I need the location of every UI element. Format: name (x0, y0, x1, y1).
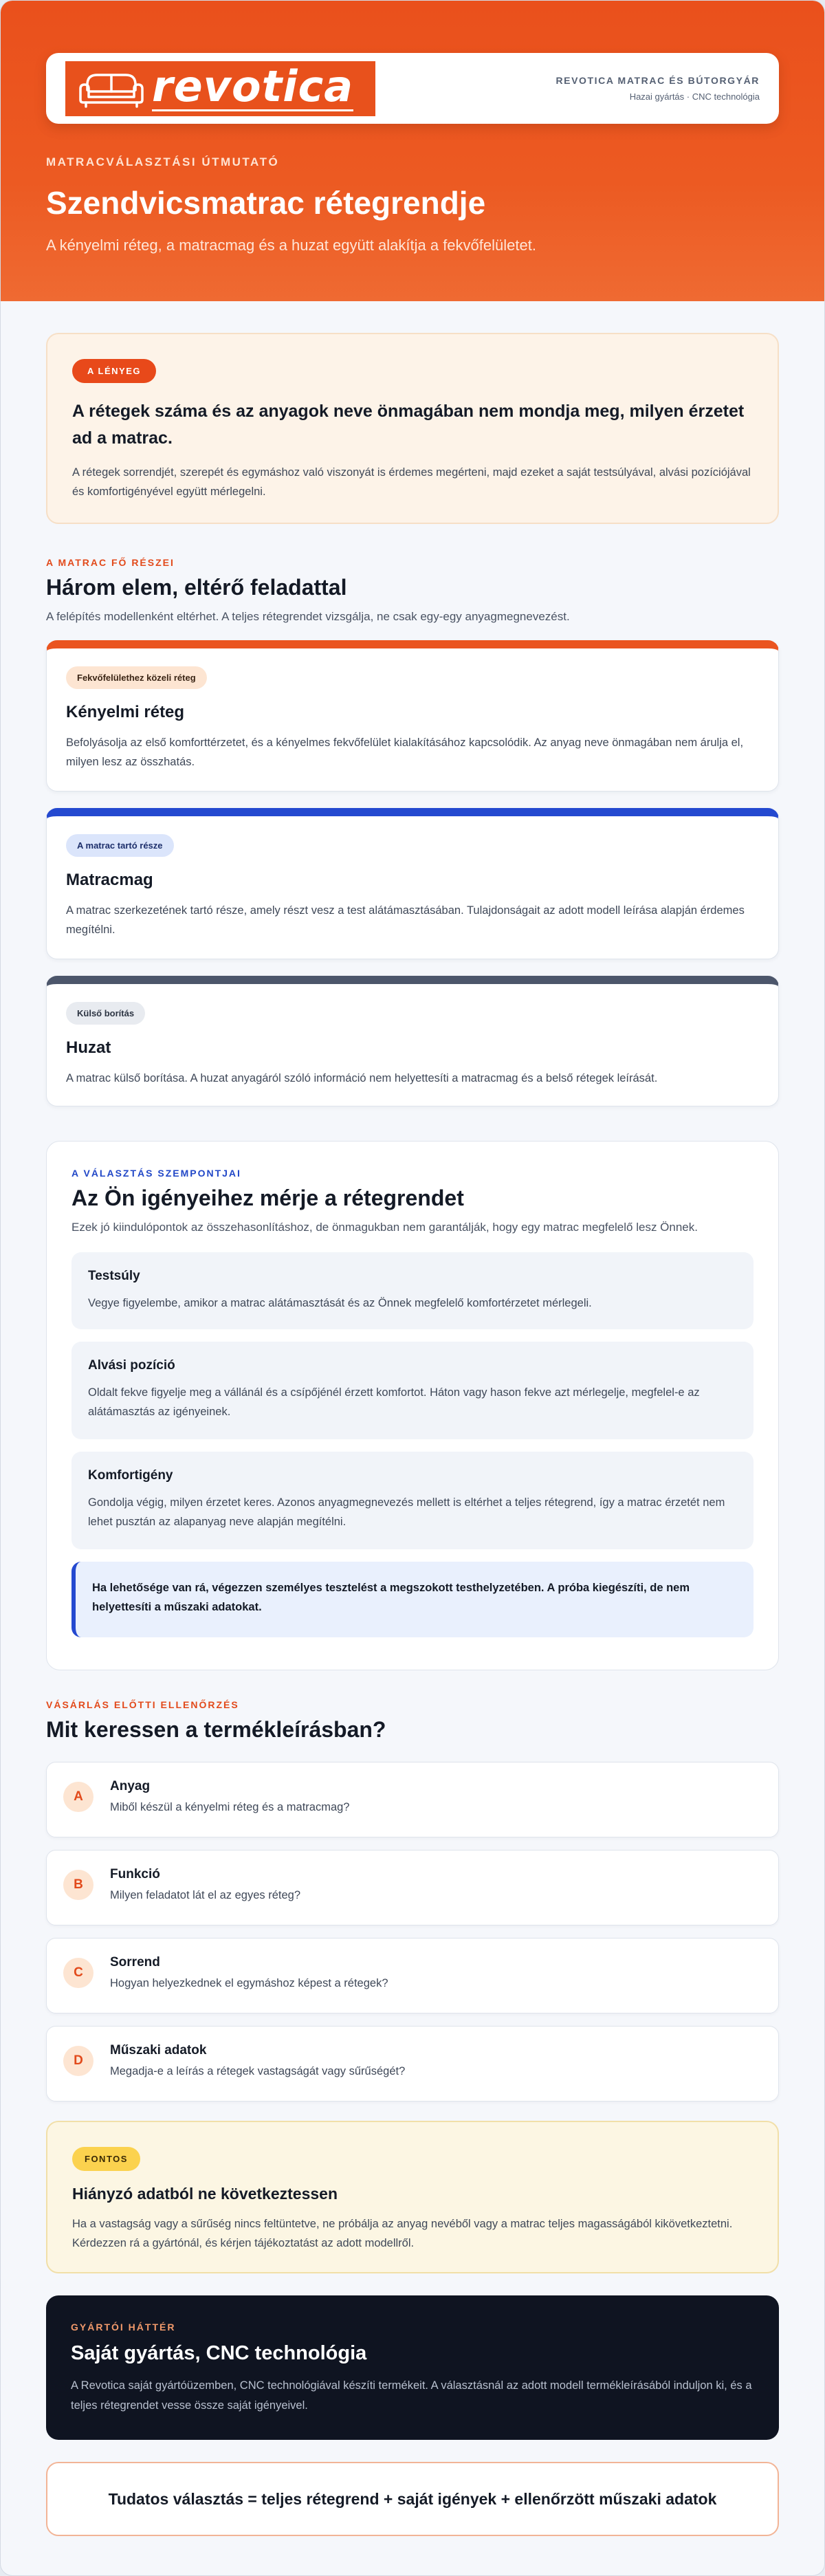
checklist-item-material (46, 1762, 779, 1837)
main-content (1, 301, 824, 2536)
checklist-letter-badge: A (63, 1782, 94, 1812)
part-badge: Fekvőfelülethez közeli réteg (66, 666, 207, 689)
checklist-kicker: VÁSÁRLÁS ELŐTTI ELLENŐRZÉS (46, 1699, 239, 1710)
part-text: A matrac külső borítása. A huzat anyagáról szóló információ nem helyettesíti a matracmag és a belső rétegek leírását. (66, 1072, 658, 1084)
criteria-subtitle: Ezek jó kiindulópontok az összehasonlításhoz, de önmagukban nem garantálják, hogy egy matrac megfelelő lesz Önnek. (72, 1221, 698, 1234)
part-badge: A matrac tartó része (66, 834, 174, 857)
checklist-item-title: Műszaki adatok (110, 2043, 207, 2057)
checklist-letter-badge: B (63, 1870, 94, 1900)
sofa-icon (78, 69, 145, 108)
criteria-item-title: Testsúly (88, 1269, 140, 1283)
checklist-item-title: Anyag (110, 1779, 151, 1793)
checklist-item-title: Sorrend (110, 1955, 160, 1969)
part-text: A matrac szerkezetének tartó része, amely részt vesz a test alátámasztásában. Tulajdonságait az adott modell leírása alapján érdemes megítélni. (66, 904, 745, 937)
criteria-section (46, 1141, 779, 1670)
criteria-list (72, 1252, 754, 1637)
checklist-item-order (46, 1938, 779, 2013)
important-text: Ha a vastagság vagy a sűrűség nincs feltüntetve, ne próbálja az anyag nevéből vagy a matrac teljes magasságából kikövetkeztetni. Kérdezzen rá a gyártónál, és kérjen tájékoztatást az adott modellről. (72, 2218, 733, 2250)
criteria-title: Az Ön igényeihez mérje a rétegrendet (72, 1186, 464, 1210)
brand-info (556, 75, 760, 102)
criteria-item-text: Oldalt fekve figyelje meg a vállánál és a csípőjénél érzett komfortot. Háton vagy hason fekve azt mérlegelje, megfelel-e az alátámasztás az igényeinek. (88, 1386, 700, 1419)
brand-company: REVOTICA MATRAC ÉS BÚTORGYÁR (556, 75, 760, 86)
important-box (46, 2121, 779, 2273)
criteria-note: Ha lehetősége van rá, végezzen személyes tesztelést a megszokott testhelyzetében. A próba kiegészíti, de nem helyettesíti a műszaki adatokat. (72, 1562, 754, 1637)
brand-logo-text: revotica (152, 61, 354, 111)
parts-kicker: A MATRAC FŐ RÉSZEI (46, 557, 175, 568)
brand-bar (46, 53, 779, 124)
essence-box (46, 333, 779, 524)
manufacturer-background-box (46, 2295, 779, 2440)
parts-subtitle: A felépítés modellenként eltérhet. A teljes rétegrendet vizsgálja, ne csak egy-egy anyagmegnevezést. (46, 610, 570, 623)
brand-logo[interactable] (65, 61, 375, 116)
criteria-item-text: Vegye figyelembe, amikor a matrac alátámasztását és az Önnek megfelelő komfortérzetet mérlegeli. (88, 1297, 592, 1309)
essence-badge: A LÉNYEG (72, 359, 156, 383)
checklist-section (46, 1699, 779, 2102)
brand-tagline: Hazai gyártás · CNC technológia (629, 91, 760, 102)
hero (1, 1, 824, 301)
parts-list (46, 640, 779, 1106)
formula-box: Tudatos választás = teljes rétegrend + saját igények + ellenőrzött műszaki adatok (46, 2462, 779, 2536)
criteria-kicker: A VÁLASZTÁS SZEMPONTJAI (72, 1168, 241, 1179)
checklist-item-text: Hogyan helyezkednek el egymáshoz képest a rétegek? (110, 1977, 388, 1989)
hero-subtitle: A kényelmi réteg, a matracmag és a huzat együtt alakítja a fekvőfelületet. (46, 237, 536, 254)
checklist-letter-badge: C (63, 1958, 94, 1988)
essence-text: A rétegek sorrendjét, szerepét és egymáshoz való viszonyát is érdemes megérteni, majd ezeket a saját testsúlyával, alvási pozíciójával és komfortigényével együtt mérlegelni. (72, 466, 751, 498)
parts-section (46, 557, 779, 1106)
part-title: Matracmag (66, 871, 153, 889)
parts-title: Három elem, eltérő feladattal (46, 575, 347, 600)
part-card-comfort-layer (46, 640, 779, 792)
criteria-item-title: Komfortigény (88, 1468, 173, 1483)
checklist-item-text: Megadja-e a leírás a rétegek vastagságát vagy sűrűségét? (110, 2065, 406, 2077)
criteria-item-comfort (72, 1452, 754, 1549)
important-badge: FONTOS (72, 2147, 140, 2171)
checklist-item-text: Miből készül a kényelmi réteg és a matracmag? (110, 1801, 350, 1813)
page-title: Szendvicsmatrac rétegrendje (46, 185, 486, 221)
background-title: Saját gyártás, CNC technológia (71, 2342, 367, 2364)
important-title: Hiányzó adatból ne következtessen (72, 2185, 338, 2203)
checklist-item-function (46, 1850, 779, 1925)
criteria-item-body-weight (72, 1252, 754, 1329)
part-card-core (46, 808, 779, 959)
part-title: Kényelmi réteg (66, 703, 185, 721)
criteria-item-title: Alvási pozíció (88, 1358, 175, 1373)
part-badge: Külső borítás (66, 1002, 145, 1025)
checklist-title: Mit keressen a termékleírásban? (46, 1717, 386, 1742)
criteria-item-sleep-position (72, 1342, 754, 1439)
checklist-letter-badge: D (63, 2046, 94, 2076)
checklist-item-title: Funkció (110, 1867, 160, 1881)
essence-title: A rétegek száma és az anyagok neve önmagában nem mondja meg, milyen érzetet ad a matrac. (72, 402, 745, 448)
checklist-item-text: Milyen feladatot lát el az egyes réteg? (110, 1889, 300, 1901)
part-text: Befolyásolja az első komforttérzetet, és a kényelmes fekvőfelület kialakításához kapcsolódik. Az anyag neve önmagában nem árulja el, milyen lesz az összhatás. (66, 736, 744, 769)
background-text: A Revotica saját gyártóüzemben, CNC technológiával készíti termékeit. A választásnál az adott modell termékleírásából induljon ki, és a teljes rétegrendet vesse össze saját igényeivel. (71, 2379, 752, 2412)
checklist-list (46, 1762, 779, 2102)
part-card-cover (46, 976, 779, 1106)
criteria-item-text: Gondolja végig, milyen érzetet keres. Azonos anyagmegnevezés mellett is eltérhet a teljes rétegrend, így a matrac érzetét nem lehet pusztán az alapanyag neve alapján megítélni. (88, 1496, 725, 1529)
part-title: Huzat (66, 1038, 111, 1057)
hero-kicker: MATRACVÁLASZTÁSI ÚTMUTATÓ (46, 155, 280, 168)
background-kicker: GYÁRTÓI HÁTTÉR (71, 2322, 176, 2333)
checklist-item-technical-data (46, 2026, 779, 2102)
